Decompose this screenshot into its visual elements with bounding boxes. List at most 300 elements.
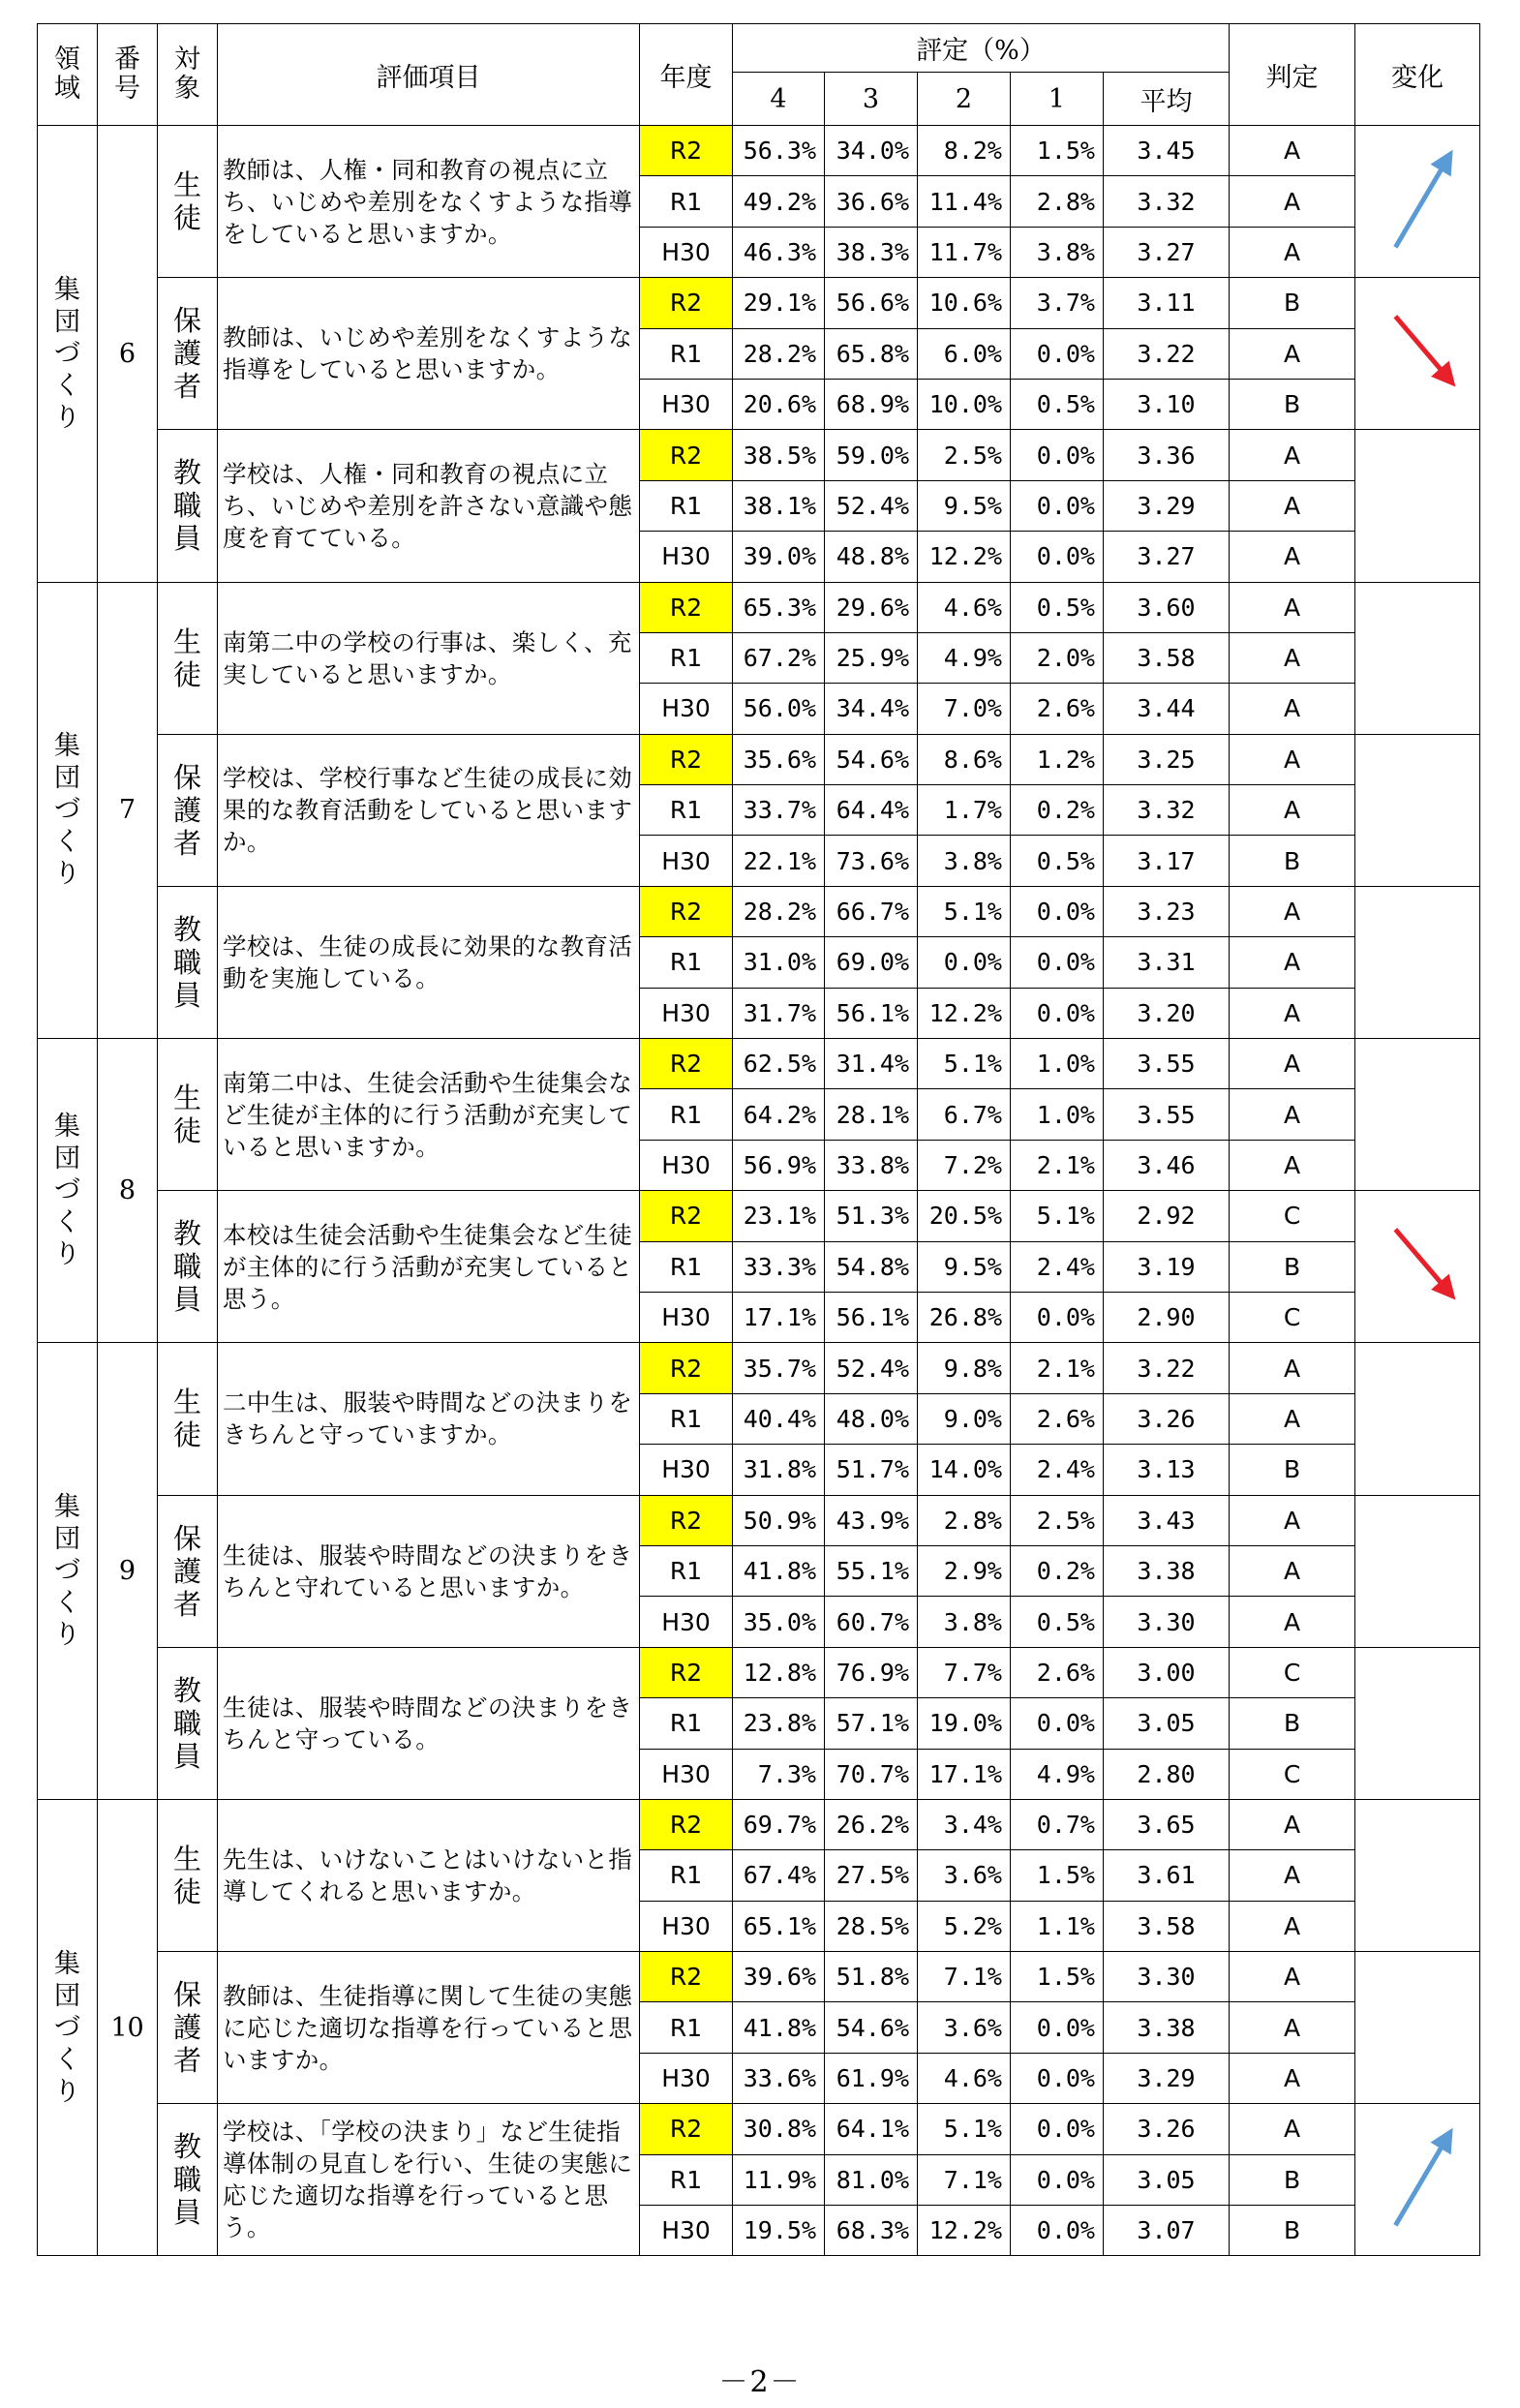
year-cell: R2 xyxy=(640,1647,733,1697)
rating-1-value: 0.0% xyxy=(1011,532,1104,582)
target-cell xyxy=(158,278,218,430)
average-value: 3.30 xyxy=(1104,1952,1230,2002)
rating-4-value: 49.2% xyxy=(733,176,825,227)
rating-2-value: 4.6% xyxy=(918,2053,1011,2103)
rating-4-value: 35.6% xyxy=(733,734,825,784)
rating-3-value: 28.5% xyxy=(825,1901,918,1951)
year-cell: R1 xyxy=(640,1698,733,1749)
year-cell: R1 xyxy=(640,2002,733,2053)
target-label: 教職員 xyxy=(173,2130,202,2230)
rating-1-value: 0.0% xyxy=(1011,937,1104,988)
year-cell: R1 xyxy=(640,1089,733,1140)
year-cell: R2 xyxy=(640,430,733,480)
average-value: 3.29 xyxy=(1104,480,1230,531)
rating-4-value: 65.3% xyxy=(733,582,825,632)
rating-1-value: 2.6% xyxy=(1011,1647,1104,1697)
rating-4-value: 11.9% xyxy=(733,2154,825,2205)
rating-1-value: 0.0% xyxy=(1011,2154,1104,2205)
rating-2-value: 20.5% xyxy=(918,1191,1011,1241)
rating-1-value: 3.8% xyxy=(1011,227,1104,277)
judge-value: A xyxy=(1230,1039,1355,1089)
average-value: 3.13 xyxy=(1104,1445,1230,1495)
rating-3-value: 25.9% xyxy=(825,632,918,683)
question-text: 先生は、いけないことはいけないと指導してくれると思いますか。 xyxy=(218,1799,640,1951)
rating-2-value: 9.5% xyxy=(918,480,1011,531)
average-value: 3.29 xyxy=(1104,2053,1230,2103)
target-cell xyxy=(158,430,218,582)
rating-1-value: 0.5% xyxy=(1011,836,1104,886)
rating-4-value: 20.6% xyxy=(733,379,825,429)
rating-1-value: 0.0% xyxy=(1011,430,1104,480)
table-row xyxy=(38,430,1480,480)
year-cell: R1 xyxy=(640,328,733,379)
rating-2-value: 11.7% xyxy=(918,227,1011,277)
rating-3-value: 59.0% xyxy=(825,430,918,480)
judge-value: A xyxy=(1230,988,1355,1038)
rating-1-value: 2.6% xyxy=(1011,1393,1104,1444)
judge-value: B xyxy=(1230,2154,1355,2205)
judge-value: A xyxy=(1230,1850,1355,1901)
judge-value: A xyxy=(1230,684,1355,734)
rating-3-value: 48.0% xyxy=(825,1393,918,1444)
rating-2-value: 5.1% xyxy=(918,1039,1011,1089)
rating-1-value: 0.5% xyxy=(1011,379,1104,429)
rating-3-value: 36.6% xyxy=(825,176,918,227)
header-number xyxy=(98,24,158,126)
judge-value: A xyxy=(1230,1799,1355,1849)
rating-3-value: 70.7% xyxy=(825,1749,918,1799)
average-value: 3.65 xyxy=(1104,1799,1230,1849)
rating-1-value: 3.7% xyxy=(1011,278,1104,328)
rating-2-value: 3.6% xyxy=(918,1850,1011,1901)
rating-1-value: 0.0% xyxy=(1011,2206,1104,2256)
judge-value: A xyxy=(1230,2002,1355,2053)
rating-1-value: 1.0% xyxy=(1011,1089,1104,1140)
rating-3-value: 52.4% xyxy=(825,1343,918,1393)
rating-3-value: 81.0% xyxy=(825,2154,918,2205)
year-cell: H30 xyxy=(640,1901,733,1951)
judge-value: A xyxy=(1230,176,1355,227)
year-cell: R1 xyxy=(640,937,733,988)
year-cell: H30 xyxy=(640,532,733,582)
area-label: 集団づくり xyxy=(54,1948,80,2107)
rating-1-value: 0.5% xyxy=(1011,1597,1104,1647)
change-cell xyxy=(1355,2104,1480,2256)
judge-value: A xyxy=(1230,1597,1355,1647)
average-value: 3.17 xyxy=(1104,836,1230,886)
rating-3-value: 34.0% xyxy=(825,126,918,176)
rating-3-value: 69.0% xyxy=(825,937,918,988)
judge-value: A xyxy=(1230,1140,1355,1190)
rating-1-value: 0.0% xyxy=(1011,1292,1104,1342)
rating-3-value: 56.1% xyxy=(825,1292,918,1342)
header-item: 評価項目 xyxy=(218,24,640,126)
judge-value: A xyxy=(1230,582,1355,632)
rating-2-value: 1.7% xyxy=(918,785,1011,836)
rating-2-value: 7.0% xyxy=(918,684,1011,734)
year-cell: H30 xyxy=(640,1292,733,1342)
target-cell xyxy=(158,1191,218,1343)
year-cell: R2 xyxy=(640,1191,733,1241)
rating-3-value: 26.2% xyxy=(825,1799,918,1849)
average-value: 3.58 xyxy=(1104,1901,1230,1951)
rating-2-value: 3.6% xyxy=(918,2002,1011,2053)
rating-1-value: 4.9% xyxy=(1011,1749,1104,1799)
average-value: 3.00 xyxy=(1104,1647,1230,1697)
rating-1-value: 1.0% xyxy=(1011,1039,1104,1089)
year-cell: R2 xyxy=(640,126,733,176)
year-cell: R1 xyxy=(640,2154,733,2205)
average-value: 2.80 xyxy=(1104,1749,1230,1799)
rating-1-value: 2.4% xyxy=(1011,1241,1104,1292)
average-value: 3.26 xyxy=(1104,2104,1230,2154)
average-value: 3.05 xyxy=(1104,1698,1230,1749)
year-cell: R1 xyxy=(640,480,733,531)
judge-value: B xyxy=(1230,1698,1355,1749)
average-value: 3.32 xyxy=(1104,785,1230,836)
rating-1-value: 1.5% xyxy=(1011,126,1104,176)
year-cell: H30 xyxy=(640,1749,733,1799)
area-cell xyxy=(38,582,98,1039)
rating-4-value: 40.4% xyxy=(733,1393,825,1444)
target-label: 教職員 xyxy=(173,1673,202,1773)
header-rating-3: 3 xyxy=(825,73,918,126)
rating-2-value: 5.1% xyxy=(918,2104,1011,2154)
table-row xyxy=(38,1799,1480,1849)
rating-4-value: 33.7% xyxy=(733,785,825,836)
table-header xyxy=(38,24,1480,126)
average-value: 3.36 xyxy=(1104,430,1230,480)
rating-2-value: 12.2% xyxy=(918,532,1011,582)
judge-value: A xyxy=(1230,632,1355,683)
judge-value: B xyxy=(1230,1241,1355,1292)
target-label: 保護者 xyxy=(173,304,202,404)
rating-2-value: 3.8% xyxy=(918,1597,1011,1647)
rating-3-value: 76.9% xyxy=(825,1647,918,1697)
arrow-down-icon xyxy=(1355,1191,1479,1342)
rating-3-value: 48.8% xyxy=(825,532,918,582)
rating-1-value: 1.2% xyxy=(1011,734,1104,784)
judge-value: A xyxy=(1230,1901,1355,1951)
rating-2-value: 3.8% xyxy=(918,836,1011,886)
rating-3-value: 52.4% xyxy=(825,480,918,531)
rating-4-value: 56.0% xyxy=(733,684,825,734)
question-text: 教師は、生徒指導に関して生徒の実態に応じた適切な指導を行っていると思いますか。 xyxy=(218,1952,640,2104)
table-row xyxy=(38,126,1480,176)
rating-4-value: 19.5% xyxy=(733,2206,825,2256)
table-body xyxy=(38,126,1480,2256)
rating-4-value: 46.3% xyxy=(733,227,825,277)
arrow-up-icon xyxy=(1355,2104,1479,2255)
rating-3-value: 56.6% xyxy=(825,278,918,328)
rating-4-value: 56.3% xyxy=(733,126,825,176)
year-cell: H30 xyxy=(640,2206,733,2256)
year-cell: H30 xyxy=(640,379,733,429)
target-cell xyxy=(158,582,218,734)
judge-value: A xyxy=(1230,937,1355,988)
question-text: 教師は、人権・同和教育の視点に立ち、いじめや差別をなくすような指導をしていると思いますか。 xyxy=(218,126,640,278)
rating-4-value: 67.2% xyxy=(733,632,825,683)
rating-2-value: 5.1% xyxy=(918,886,1011,936)
average-value: 3.05 xyxy=(1104,2154,1230,2205)
rating-4-value: 31.7% xyxy=(733,988,825,1038)
rating-3-value: 27.5% xyxy=(825,1850,918,1901)
target-label: 保護者 xyxy=(173,1521,202,1621)
average-value: 3.61 xyxy=(1104,1850,1230,1901)
area-cell xyxy=(38,1039,98,1343)
rating-1-value: 2.8% xyxy=(1011,176,1104,227)
year-cell: R1 xyxy=(640,632,733,683)
average-value: 3.20 xyxy=(1104,988,1230,1038)
year-cell: R1 xyxy=(640,1393,733,1444)
year-cell: H30 xyxy=(640,1445,733,1495)
question-text: 南第二中は、生徒会活動や生徒集会など生徒が主体的に行う活動が充実していると思いますか。 xyxy=(218,1039,640,1191)
rating-2-value: 10.0% xyxy=(918,379,1011,429)
item-number: 9 xyxy=(98,1343,158,1800)
rating-3-value: 33.8% xyxy=(825,1140,918,1190)
area-label: 集団づくり xyxy=(54,731,80,890)
target-label: 生徒 xyxy=(173,1082,202,1148)
rating-3-value: 57.1% xyxy=(825,1698,918,1749)
rating-2-value: 7.7% xyxy=(918,1647,1011,1697)
rating-2-value: 6.0% xyxy=(918,328,1011,379)
rating-3-value: 65.8% xyxy=(825,328,918,379)
rating-3-value: 51.7% xyxy=(825,1445,918,1495)
rating-1-value: 0.0% xyxy=(1011,1698,1104,1749)
rating-1-value: 0.7% xyxy=(1011,1799,1104,1849)
judge-value: A xyxy=(1230,1343,1355,1393)
rating-3-value: 54.6% xyxy=(825,734,918,784)
average-value: 3.44 xyxy=(1104,684,1230,734)
table-row xyxy=(38,2104,1480,2154)
rating-1-value: 0.0% xyxy=(1011,2104,1104,2154)
rating-3-value: 34.4% xyxy=(825,684,918,734)
rating-1-value: 0.2% xyxy=(1011,785,1104,836)
rating-4-value: 22.1% xyxy=(733,836,825,886)
average-value: 3.27 xyxy=(1104,532,1230,582)
rating-4-value: 7.3% xyxy=(733,1749,825,1799)
rating-2-value: 8.6% xyxy=(918,734,1011,784)
item-number: 10 xyxy=(98,1799,158,2256)
average-value: 3.11 xyxy=(1104,278,1230,328)
target-label: 教職員 xyxy=(173,1217,202,1317)
change-cell xyxy=(1355,430,1480,582)
rating-4-value: 56.9% xyxy=(733,1140,825,1190)
change-cell xyxy=(1355,278,1480,430)
rating-3-value: 51.3% xyxy=(825,1191,918,1241)
year-cell: H30 xyxy=(640,988,733,1038)
rating-2-value: 4.6% xyxy=(918,582,1011,632)
rating-4-value: 67.4% xyxy=(733,1850,825,1901)
judge-value: C xyxy=(1230,1647,1355,1697)
change-cell xyxy=(1355,1799,1480,1951)
year-cell: R2 xyxy=(640,278,733,328)
year-cell: R1 xyxy=(640,1850,733,1901)
rating-2-value: 11.4% xyxy=(918,176,1011,227)
average-value: 3.19 xyxy=(1104,1241,1230,1292)
rating-4-value: 39.0% xyxy=(733,532,825,582)
header-rating: 評定（%） xyxy=(733,24,1230,73)
arrow-down-icon xyxy=(1355,278,1479,429)
target-cell xyxy=(158,1039,218,1191)
average-value: 3.26 xyxy=(1104,1393,1230,1444)
rating-2-value: 14.0% xyxy=(918,1445,1011,1495)
rating-1-value: 2.0% xyxy=(1011,632,1104,683)
rating-1-value: 2.1% xyxy=(1011,1343,1104,1393)
rating-4-value: 30.8% xyxy=(733,2104,825,2154)
rating-2-value: 9.8% xyxy=(918,1343,1011,1393)
item-number: 8 xyxy=(98,1039,158,1343)
rating-1-value: 2.4% xyxy=(1011,1445,1104,1495)
rating-4-value: 12.8% xyxy=(733,1647,825,1697)
header-target-text: 対象 xyxy=(174,45,200,104)
rating-1-value: 1.5% xyxy=(1011,1850,1104,1901)
judge-value: A xyxy=(1230,1089,1355,1140)
rating-4-value: 62.5% xyxy=(733,1039,825,1089)
header-area xyxy=(38,24,98,126)
rating-2-value: 2.5% xyxy=(918,430,1011,480)
year-cell: R1 xyxy=(640,1545,733,1596)
average-value: 3.60 xyxy=(1104,582,1230,632)
rating-3-value: 28.1% xyxy=(825,1089,918,1140)
year-cell: R2 xyxy=(640,1343,733,1393)
rating-4-value: 31.8% xyxy=(733,1445,825,1495)
rating-4-value: 28.2% xyxy=(733,886,825,936)
question-text: 学校は、人権・同和教育の視点に立ち、いじめや差別を許さない意識や態度を育てている。 xyxy=(218,430,640,582)
target-label: 生徒 xyxy=(173,168,202,235)
rating-3-value: 43.9% xyxy=(825,1495,918,1545)
change-cell xyxy=(1355,1191,1480,1343)
target-cell xyxy=(158,1799,218,1951)
year-cell: R1 xyxy=(640,785,733,836)
average-value: 3.32 xyxy=(1104,176,1230,227)
year-cell: H30 xyxy=(640,1597,733,1647)
change-cell xyxy=(1355,734,1480,886)
rating-4-value: 41.8% xyxy=(733,2002,825,2053)
rating-3-value: 64.4% xyxy=(825,785,918,836)
rating-4-value: 41.8% xyxy=(733,1545,825,1596)
average-value: 2.92 xyxy=(1104,1191,1230,1241)
rating-2-value: 8.2% xyxy=(918,126,1011,176)
rating-1-value: 0.0% xyxy=(1011,2002,1104,2053)
table-row xyxy=(38,278,1480,328)
rating-2-value: 12.2% xyxy=(918,2206,1011,2256)
rating-2-value: 0.0% xyxy=(918,937,1011,988)
judge-value: A xyxy=(1230,1952,1355,2002)
target-label: 教職員 xyxy=(173,912,202,1012)
rating-4-value: 38.1% xyxy=(733,480,825,531)
judge-value: C xyxy=(1230,1191,1355,1241)
header-area-text: 領域 xyxy=(54,45,80,104)
judge-value: B xyxy=(1230,2206,1355,2256)
target-cell xyxy=(158,1343,218,1495)
average-value: 3.55 xyxy=(1104,1039,1230,1089)
year-cell: H30 xyxy=(640,2053,733,2103)
judge-value: B xyxy=(1230,278,1355,328)
header-rating-1: 1 xyxy=(1011,73,1104,126)
question-text: 教師は、いじめや差別をなくすような指導をしていると思いますか。 xyxy=(218,278,640,430)
area-label: 集団づくり xyxy=(54,274,80,433)
header-average: 平均 xyxy=(1104,73,1230,126)
table-row xyxy=(38,1495,1480,1545)
rating-3-value: 55.1% xyxy=(825,1545,918,1596)
rating-1-value: 0.0% xyxy=(1011,2053,1104,2103)
average-value: 3.25 xyxy=(1104,734,1230,784)
judge-value: A xyxy=(1230,1393,1355,1444)
rating-3-value: 54.6% xyxy=(825,2002,918,2053)
rating-2-value: 2.9% xyxy=(918,1545,1011,1596)
rating-3-value: 56.1% xyxy=(825,988,918,1038)
table-row xyxy=(38,1647,1480,1697)
rating-4-value: 38.5% xyxy=(733,430,825,480)
rating-1-value: 1.5% xyxy=(1011,1952,1104,2002)
rating-3-value: 54.8% xyxy=(825,1241,918,1292)
question-text: 南第二中の学校の行事は、楽しく、充実していると思いますか。 xyxy=(218,582,640,734)
judge-value: A xyxy=(1230,480,1355,531)
average-value: 3.07 xyxy=(1104,2206,1230,2256)
average-value: 3.23 xyxy=(1104,886,1230,936)
year-cell: R2 xyxy=(640,1952,733,2002)
rating-4-value: 33.3% xyxy=(733,1241,825,1292)
rating-2-value: 10.6% xyxy=(918,278,1011,328)
change-cell xyxy=(1355,582,1480,734)
rating-2-value: 9.0% xyxy=(918,1393,1011,1444)
area-label: 集団づくり xyxy=(54,1112,80,1270)
table-row xyxy=(38,734,1480,784)
rating-3-value: 66.7% xyxy=(825,886,918,936)
year-cell: H30 xyxy=(640,1140,733,1190)
judge-value: B xyxy=(1230,379,1355,429)
rating-2-value: 7.1% xyxy=(918,2154,1011,2205)
average-value: 3.10 xyxy=(1104,379,1230,429)
rating-4-value: 23.1% xyxy=(733,1191,825,1241)
rating-1-value: 2.5% xyxy=(1011,1495,1104,1545)
rating-4-value: 35.7% xyxy=(733,1343,825,1393)
target-label: 保護者 xyxy=(173,760,202,860)
rating-3-value: 73.6% xyxy=(825,836,918,886)
rating-3-value: 64.1% xyxy=(825,2104,918,2154)
rating-2-value: 6.7% xyxy=(918,1089,1011,1140)
judge-value: B xyxy=(1230,836,1355,886)
judge-value: A xyxy=(1230,1495,1355,1545)
rating-1-value: 0.5% xyxy=(1011,582,1104,632)
rating-1-value: 1.1% xyxy=(1011,1901,1104,1951)
judge-value: A xyxy=(1230,126,1355,176)
question-text: 学校は、生徒の成長に効果的な教育活動を実施している。 xyxy=(218,886,640,1038)
year-cell: H30 xyxy=(640,836,733,886)
item-number: 7 xyxy=(98,582,158,1039)
average-value: 3.22 xyxy=(1104,1343,1230,1393)
change-cell xyxy=(1355,886,1480,1038)
year-cell: R2 xyxy=(640,582,733,632)
question-text: 二中生は、服装や時間などの決まりをきちんと守っていますか。 xyxy=(218,1343,640,1495)
rating-3-value: 68.9% xyxy=(825,379,918,429)
header-judge: 判定 xyxy=(1230,24,1355,126)
item-number: 6 xyxy=(98,126,158,583)
average-value: 2.90 xyxy=(1104,1292,1230,1342)
rating-4-value: 29.1% xyxy=(733,278,825,328)
judge-value: C xyxy=(1230,1292,1355,1342)
question-text: 本校は生徒会活動や生徒集会など生徒が主体的に行う活動が充実していると思う。 xyxy=(218,1191,640,1343)
rating-3-value: 29.6% xyxy=(825,582,918,632)
target-label: 生徒 xyxy=(173,625,202,691)
question-text: 生徒は、服装や時間などの決まりをきちんと守れていると思いますか。 xyxy=(218,1495,640,1647)
target-cell xyxy=(158,126,218,278)
judge-value: A xyxy=(1230,328,1355,379)
table-row xyxy=(38,1952,1480,2002)
header-change: 変化 xyxy=(1355,24,1480,126)
rating-4-value: 17.1% xyxy=(733,1292,825,1342)
